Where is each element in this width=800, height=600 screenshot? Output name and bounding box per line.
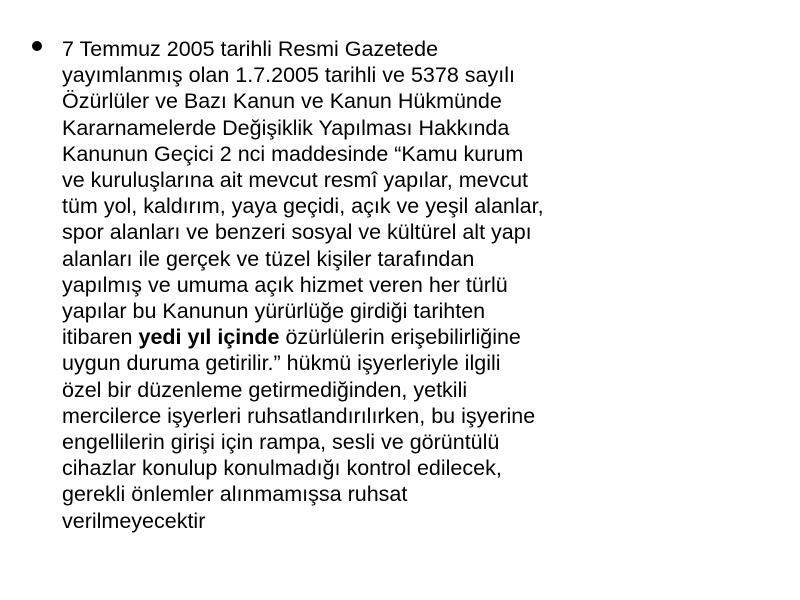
text-line-16: engellilerin girişi için rampa, sesli ve görüntülü (62, 430, 500, 455)
text-line-6: ve kuruluşlarına ait mevcut resmî yapılar, mevcut (62, 168, 529, 193)
bullet-list (32, 36, 682, 534)
text-line-7: tüm yol, kaldırım, yaya geçidi, açık ve yeşil alanlar, (62, 194, 544, 219)
text-line-8: spor alanları ve benzeri sosyal ve kültürel alt yapı (62, 220, 532, 245)
text-line-1: 7 Temmuz 2005 tarihli Resmi Gazetede (62, 37, 439, 61)
emphasis-bold-text: yedi yıl içinde (138, 325, 280, 350)
emphasis-line (62, 324, 682, 350)
emphasis-after: özürlülerin erişebilirliğine (279, 325, 521, 350)
text-line-3: Özürlüler ve Bazı Kanun ve Kanun Hükmünde (62, 89, 502, 114)
emphasis-before: itibaren (62, 325, 139, 350)
text-line-2: yayımlanmış olan 1.7.2005 tarihli ve 5378 sayılı (62, 63, 515, 88)
bullet-item (32, 36, 682, 534)
text-line-5: Kanunun Geçici 2 nci maddesinde “Kamu kurum (62, 141, 524, 166)
text-line-18: gerekli önlemler alınmamışsa ruhsat (62, 482, 408, 507)
text-line-17: cihazlar konulup konulmadığı kontrol edilecek, (62, 456, 502, 481)
text-line-4: Kararnamelerde Değişiklik Yapılması Hakkında (62, 115, 510, 140)
text-line-19: verilmeyecektir (62, 508, 206, 533)
text-line-9: alanları ile gerçek ve tüzel kişiler tarafından (62, 246, 475, 271)
text-line-14: özel bir düzenleme getirmediğinden, yetkili (62, 377, 468, 402)
text-line-11: yapılar bu Kanunun yürürlüğe girdiği tarihten (62, 299, 486, 324)
text-line-15: mercilerce işyerleri ruhsatlandırılırken, bu işyerine (62, 403, 536, 428)
bullet-dot-icon (32, 41, 42, 51)
text-line-13: uygun duruma getirilir.” hükmü işyerleriyle ilgili (62, 351, 501, 376)
text-line-10: yapılmış ve umuma açık hizmet veren her türlü (62, 272, 508, 297)
